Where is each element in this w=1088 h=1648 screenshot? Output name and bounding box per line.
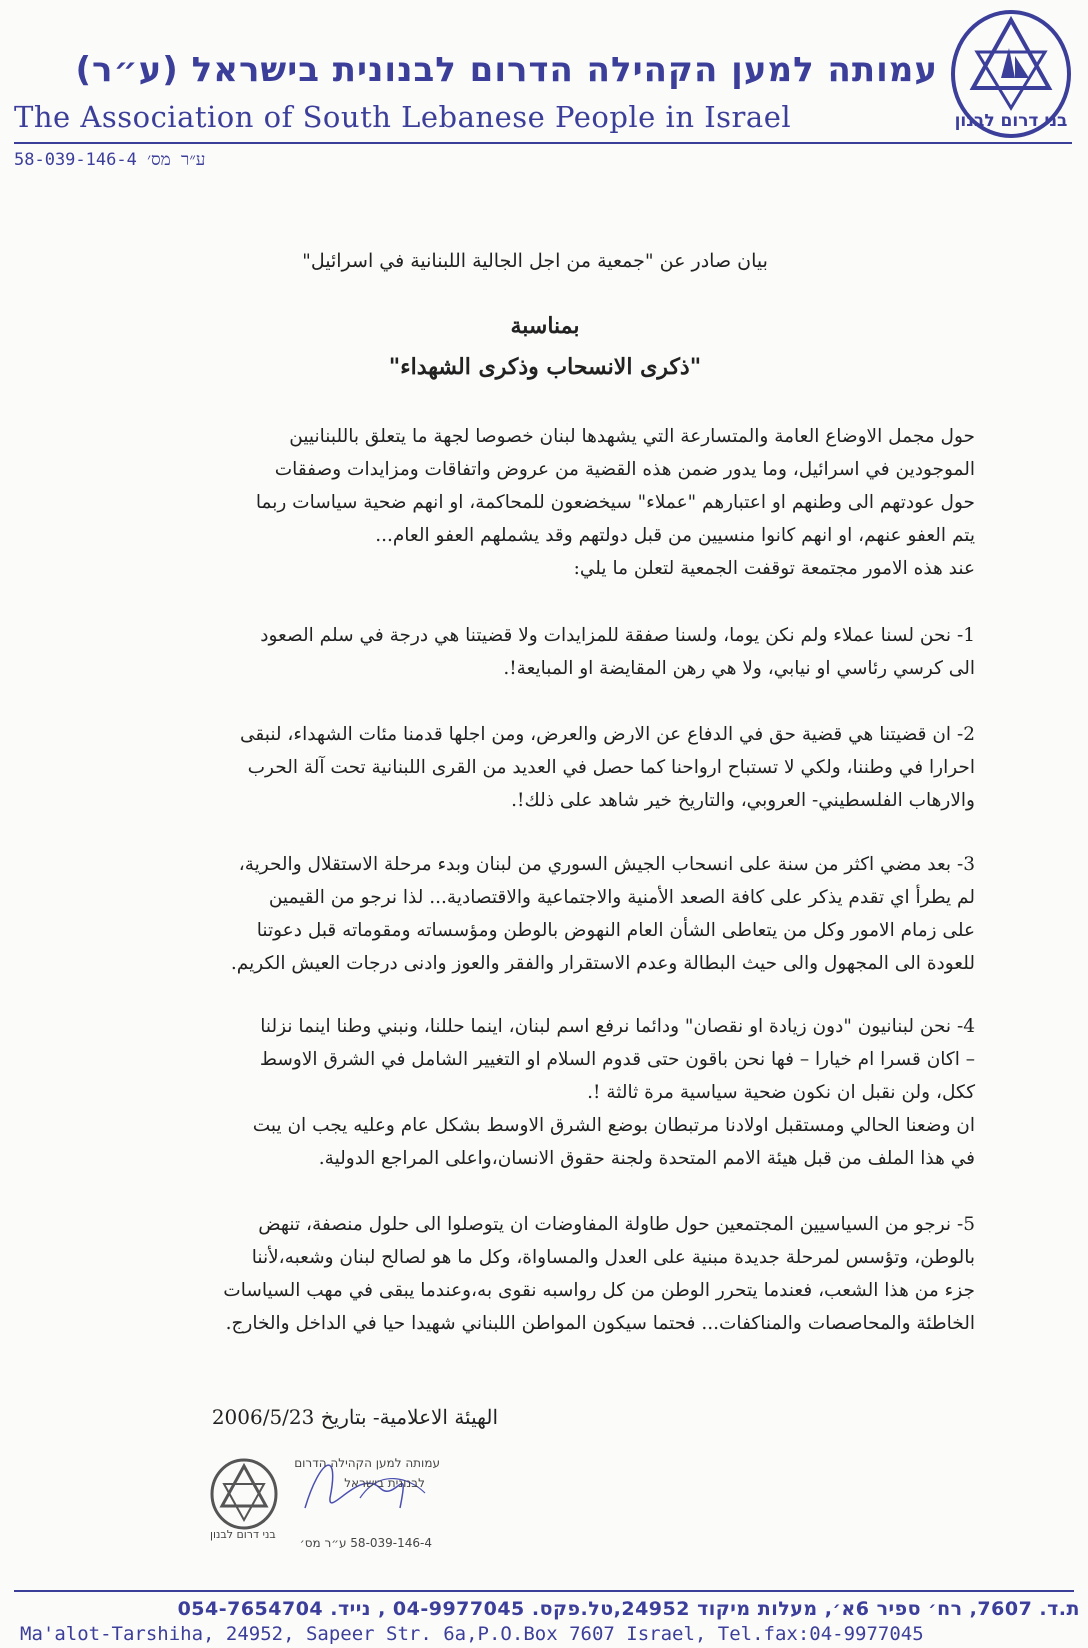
- stamp-line-1: עמותה למען הקהילה הדרום: [294, 1456, 440, 1470]
- point-line: ككل، ولن نقبل ان نكون ضحية سياسية مرة ثالثة !.: [587, 1082, 975, 1103]
- occasion-title: "ذكرى الانسحاب وذكرى الشهداء": [388, 354, 702, 380]
- statement-source: بيان صادر عن "جمعية من اجل الجالية اللبنانية في اسرائيل": [302, 250, 768, 272]
- point-2: [80, 718, 975, 817]
- association-logo-icon: [949, 8, 1074, 140]
- header-english-name: The Association of South Lebanese People in Israel: [14, 100, 792, 134]
- point-line: 3- بعد مضي اكثر من سنة على انسحاب الجيش السوري من لبنان وبدء مرحلة الاستقلال والحرية،: [238, 854, 975, 875]
- footer-hebrew-address: ת.ד. 7607, רח׳ ספיר 6א׳, מעלות מיקוד 24952,טל.פקס. 04-9977045 , נייד. 054-7654704: [177, 1598, 1080, 1620]
- intro-line: حول عودتهم الى وطنهم او اعتبارهم "عملاء" سيخضعون للمحاكمة، او انهم ضحية سياسات ربما: [255, 492, 975, 513]
- point-line: 1- نحن لسنا عملاء ولم نكن يوما، ولسنا صفقة للمزايدات ولا قضيتنا هي درجة في سلم الصعود: [260, 625, 975, 646]
- point-line: لم يطرأ اي تقدم يذكر على كافة الصعد الأمنية والاجتماعية والاقتصادية... لذا نرجو من القيمين: [268, 887, 975, 908]
- point-3: [80, 848, 975, 980]
- intro-line: حول مجمل الاوضاع العامة والمتسارعة التي يشهدها لبنان خصوصا لجهة ما يتعلق باللبنانيين: [289, 426, 975, 447]
- signature-date: الهيئة الاعلامية- بتاريخ 2006/5/23: [211, 1405, 498, 1429]
- point-line: والارهاب الفلسطيني- العروبي، والتاريخ خير شاهد على ذلك!.: [511, 790, 975, 811]
- registration-number: 58-039-146-4 ע״ר מס׳: [14, 150, 206, 170]
- point-line: احرارا في وطننا، ولكي لا تستباح ارواحنا كما حصل في العديد من القرى اللبنانية تحت آلة الحرب: [247, 757, 975, 778]
- point-4: [80, 1010, 975, 1175]
- footer-english-address: Ma'alot-Tarshiha, 24952, Sapeer Str. 6a,P.O.Box 7607 Israel, Tel.fax:04-9977045: [20, 1623, 924, 1645]
- point-line: 4- نحن لبنانيون "دون زيادة او نقصان" ودائما نرفع اسم لبنان، اينما حللنا، ونبني وطنا اينما نزلنا: [260, 1016, 975, 1037]
- logo-text: בני דרום לבנון: [954, 111, 1068, 131]
- intro-line: عند هذه الامور مجتمعة توقفت الجمعية لتعلن ما يلي:: [573, 558, 975, 579]
- intro-paragraph: [80, 420, 975, 585]
- point-1: [80, 619, 975, 685]
- point-line: في هذا الملف من قبل هيئة الامم المتحدة ولجنة حقوق الانسان،واعلى المراجع الدولية.: [318, 1148, 975, 1169]
- point-line: جزء من هذا الشعب، فعندما يتحرر الوطن من كل رواسبه نقوى به،وعندما يبقى في مهب السياسات: [223, 1280, 975, 1301]
- point-5: [80, 1208, 975, 1340]
- stamp-line-2: לבנונית בישראל: [344, 1476, 425, 1490]
- point-line: ان وضعنا الحالي ومستقبل اولادنا مرتبطان بوضع الشرق الاوسط بشكل عام وعليه يجب ان يبت: [252, 1115, 975, 1136]
- intro-line: الموجودين في اسرائيل، وما يدور ضمن هذه القضية من عروض واتفاقات ومزايدات وصفقات: [274, 459, 975, 480]
- header-hebrew-name: עמותה למען הקהילה הדרום לבנונית בישראל (ע״ר): [75, 50, 938, 90]
- point-line: – اكان قسرا ام خيارا – فها نحن باقون حتى قدوم السلام او التغيير الشامل في الشرق الاوسط: [259, 1049, 975, 1070]
- intro-line: يتم العفو عنهم، او انهم كانوا منسيين من قبل دولتهم وقد يشملهم العفو العام...: [375, 525, 975, 546]
- point-line: على زمام الامور وكل من يتعاطى الشأن العام النهوض بالوطن ومؤسساته ومقوماته قبل دعوتنا: [256, 920, 975, 941]
- point-line: الخاطئة والمحاصصات والمناكفات... فحتما سيكون المواطن اللبناني شهيدا حيا في الداخل والخارج.: [225, 1313, 975, 1334]
- occasion-heading: بمناسبة: [510, 313, 580, 339]
- stamp-registration: 58-039-146-4 ע״ר מס׳: [299, 1536, 432, 1550]
- official-stamp: [210, 1448, 470, 1558]
- point-line: 2- ان قضيتنا هي قضية حق في الدفاع عن الارض والعرض، ومن اجلها قدمنا مئات الشهداء، لنبقى: [239, 724, 975, 745]
- point-line: بالوطن، وتؤسس لمرحلة جديدة مبنية على العدل والمساواة، وكل ما هو لصالح لبنان وشعبه،لأننا: [251, 1247, 975, 1268]
- header-divider: [14, 142, 1072, 144]
- footer-divider: [14, 1590, 1074, 1592]
- point-line: 5- نرجو من السياسيين المجتمعين حول طاولة المفاوضات ان يتوصلوا الى حلول منصفة، تنهض: [258, 1214, 975, 1235]
- point-line: الى كرسي رئاسي او نيابي، ولا هي رهن المقايضة او المبايعة!.: [503, 658, 975, 679]
- point-line: للعودة الى المجهول والى حيث البطالة وعدم الاستقرار والفقر والعوز وادنى درجات العيش الكريم.: [230, 953, 975, 974]
- stamp-logo-text: בני דרום לבנון: [210, 1528, 276, 1541]
